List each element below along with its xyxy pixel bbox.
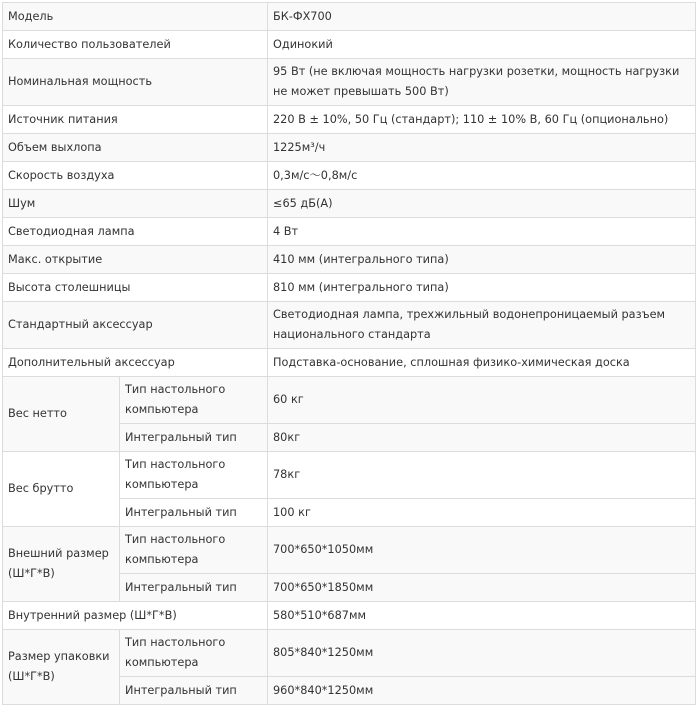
label-opt-accessory: Дополнительный аксессуар xyxy=(3,349,268,377)
sublabel-net-weight-desktop: Тип настольного компьютера xyxy=(120,377,268,424)
label-led: Светодиодная лампа xyxy=(3,218,268,246)
value-gross-weight-integral: 100 кг xyxy=(268,499,696,527)
label-max-opening: Макс. открытие xyxy=(3,246,268,274)
sublabel-package-size-desktop: Тип настольного компьютера xyxy=(120,630,268,677)
sublabel-package-size-integral: Интегральный тип xyxy=(120,677,268,705)
value-inner-size: 580*510*687мм xyxy=(268,602,696,630)
row-supply xyxy=(3,106,696,134)
value-power: 95 Вт (не включая мощность нагрузки розетки, мощность нагрузки не может превышать 500 Вт) xyxy=(268,59,696,106)
value-air-speed: 0,3м/с～0,8м/с xyxy=(268,162,696,190)
row-max-opening xyxy=(3,246,696,274)
row-std-accessory xyxy=(3,302,696,349)
row-power xyxy=(3,59,696,106)
row-package-size-desktop xyxy=(3,630,696,677)
value-table-height: 810 мм (интегрального типа) xyxy=(268,274,696,302)
label-exhaust: Объем выхлопа xyxy=(3,134,268,162)
value-net-weight-desktop: 60 кг xyxy=(268,377,696,424)
row-table-height xyxy=(3,274,696,302)
value-package-size-desktop: 805*840*1250мм xyxy=(268,630,696,677)
value-package-size-integral: 960*840*1250мм xyxy=(268,677,696,705)
value-opt-accessory: Подставка-основание, сплошная физико-химическая доска xyxy=(268,349,696,377)
value-outer-size-desktop: 700*650*1050мм xyxy=(268,527,696,574)
row-opt-accessory xyxy=(3,349,696,377)
value-users: Одинокий xyxy=(268,31,696,59)
label-power: Номинальная мощность xyxy=(3,59,268,106)
value-outer-size-integral: 700*650*1850мм xyxy=(268,574,696,602)
row-net-weight-desktop xyxy=(3,377,696,424)
label-inner-size: Внутренний размер (Ш*Г*В) xyxy=(3,602,268,630)
label-air-speed: Скорость воздуха xyxy=(3,162,268,190)
sublabel-net-weight-integral: Интегральный тип xyxy=(120,424,268,452)
label-package-size: Размер упаковки (Ш*Г*В) xyxy=(3,630,120,705)
label-table-height: Высота столешницы xyxy=(3,274,268,302)
row-exhaust xyxy=(3,134,696,162)
row-air-speed xyxy=(3,162,696,190)
row-inner-size xyxy=(3,602,696,630)
sublabel-gross-weight-integral: Интегральный тип xyxy=(120,499,268,527)
row-outer-size-desktop xyxy=(3,527,696,574)
row-users xyxy=(3,31,696,59)
value-net-weight-integral: 80кг xyxy=(268,424,696,452)
value-supply: 220 В ± 10%, 50 Гц (стандарт); 110 ± 10% В, 60 Гц (опционально) xyxy=(268,106,696,134)
row-led xyxy=(3,218,696,246)
sublabel-outer-size-integral: Интегральный тип xyxy=(120,574,268,602)
label-net-weight: Вес нетто xyxy=(3,377,120,452)
value-max-opening: 410 мм (интегрального типа) xyxy=(268,246,696,274)
value-model: БК-ФХ700 xyxy=(268,3,696,31)
label-users: Количество пользователей xyxy=(3,31,268,59)
value-led: 4 Вт xyxy=(268,218,696,246)
row-model xyxy=(3,3,696,31)
label-supply: Источник питания xyxy=(3,106,268,134)
value-std-accessory: Светодиодная лампа, трехжильный водонепроницаемый разъем национального стандарта xyxy=(268,302,696,349)
label-noise: Шум xyxy=(3,190,268,218)
sublabel-outer-size-desktop: Тип настольного компьютера xyxy=(120,527,268,574)
label-std-accessory: Стандартный аксессуар xyxy=(3,302,268,349)
value-exhaust: 1225м³/ч xyxy=(268,134,696,162)
sublabel-gross-weight-desktop: Тип настольного компьютера xyxy=(120,452,268,499)
label-outer-size: Внешний размер (Ш*Г*В) xyxy=(3,527,120,602)
spec-table xyxy=(2,2,696,705)
label-model: Модель xyxy=(3,3,268,31)
value-noise: ≤65 дБ(А) xyxy=(268,190,696,218)
row-gross-weight-desktop xyxy=(3,452,696,499)
label-gross-weight: Вес брутто xyxy=(3,452,120,527)
row-noise xyxy=(3,190,696,218)
value-gross-weight-desktop: 78кг xyxy=(268,452,696,499)
